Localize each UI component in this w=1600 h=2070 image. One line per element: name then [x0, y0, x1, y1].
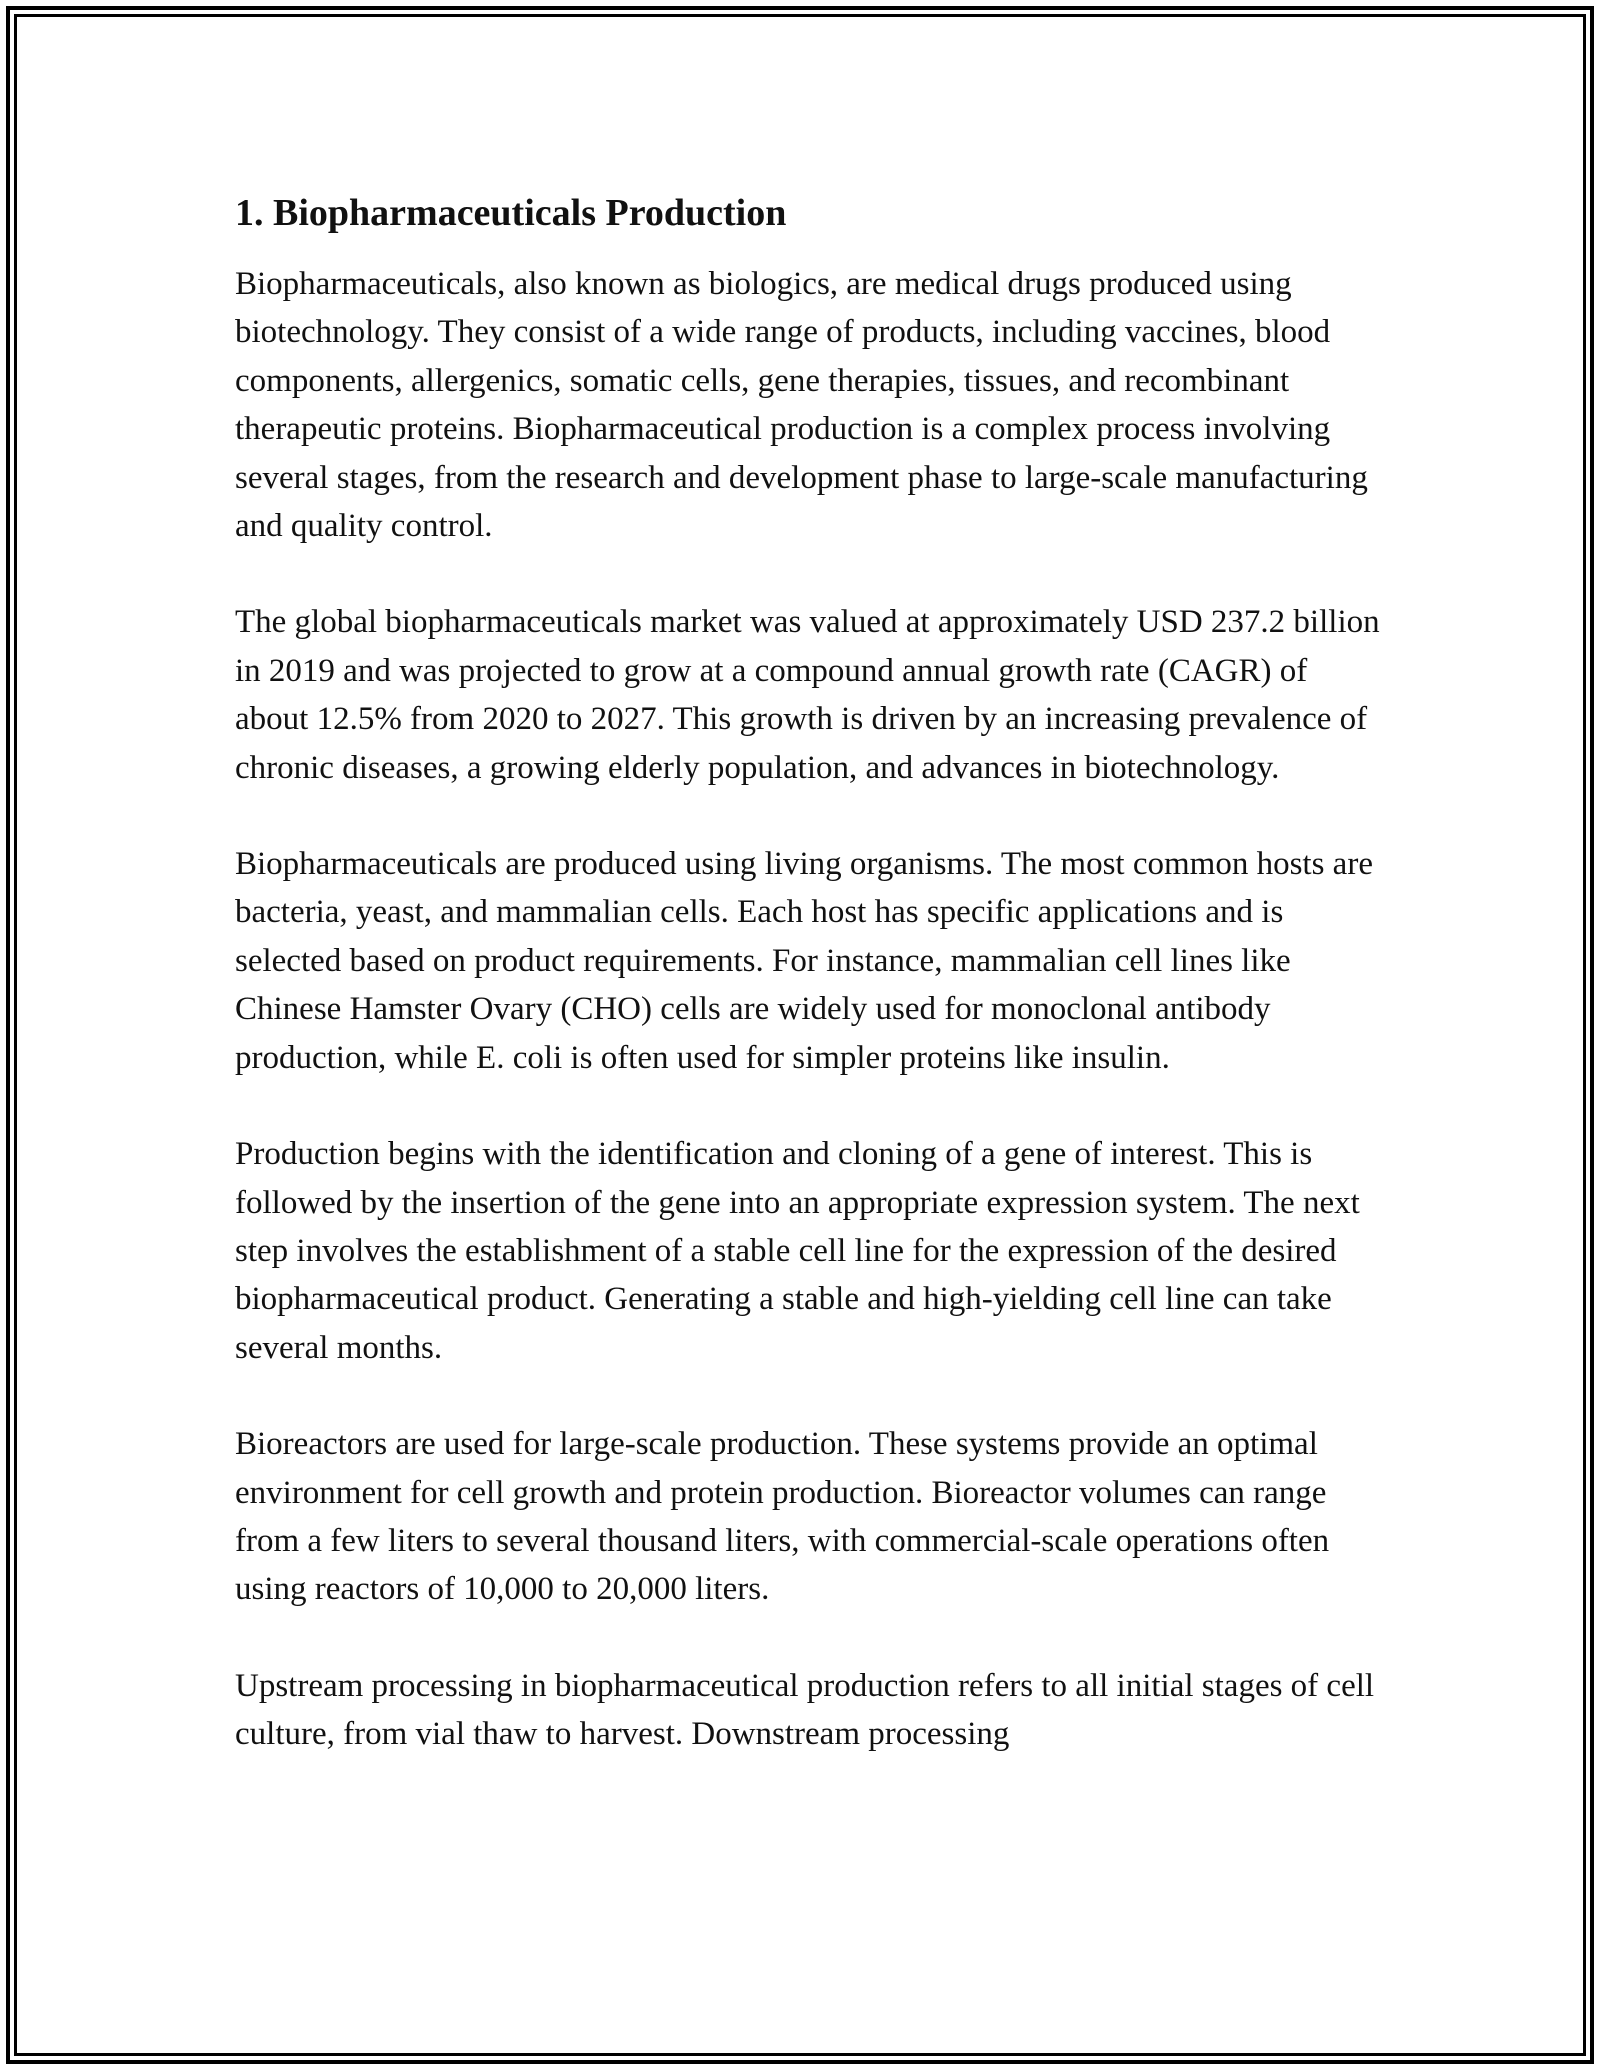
paragraph-overview: Biopharmaceuticals, also known as biologics, are medical drugs produced using biotechnology. They consist of a wide range of products, including vaccines, blood components, allergenics, somatic cells, gene therapies, tissues, and recombinant therapeutic proteins. Biopharmaceutical production is a complex process involving several stages, from the research and development phase to large-scale manufacturing and quality control. [235, 266, 1368, 545]
paragraph-cell-line: Production begins with the identification and cloning of a gene of interest. This is followed by the insertion of the gene into an appropriate expression system. The next step involves the establishment of a stable cell line for the expression of the desired biopharmaceutical product. Generating a stable and high-yielding cell line can take several months. [235, 1136, 1360, 1366]
paragraph-market: The global biopharmaceuticals market was valued at approximately USD 237.2 billion in 2019 and was projected to grow at a compound annual growth rate (CAGR) of about 12.5% from 2020 to 2027. This growth is driven by an increasing prevalence of chronic diseases, a growing elderly population, and advances in biotechnology. [235, 604, 1380, 786]
paragraph-bioreactors: Bioreactors are used for large-scale production. These systems provide an optimal environment for cell growth and protein production. Bioreactor volumes can range from a few liters to several thousand liters, with commercial-scale operations often using reactors of 10,000 to 20,000 liters. [235, 1426, 1330, 1608]
paragraph-processing: Upstream processing in biopharmaceutical production refers to all initial stages of cell culture, from vial thaw to harvest. Downstream processing [235, 1667, 1375, 1753]
section-title: 1. Biopharmaceuticals Production [235, 192, 787, 234]
paragraph-host-organisms: Biopharmaceuticals are produced using living organisms. The most common hosts are bacteria, yeast, and mammalian cells. Each host has specific applications and is selected based on product requirements. For instance, mammalian cell lines like Chinese Hamster Ovary (CHO) cells are widely used for monoclonal antibody production, while E. coli is often used for simpler proteins like insulin. [235, 846, 1373, 1076]
document-body [235, 188, 1385, 1807]
